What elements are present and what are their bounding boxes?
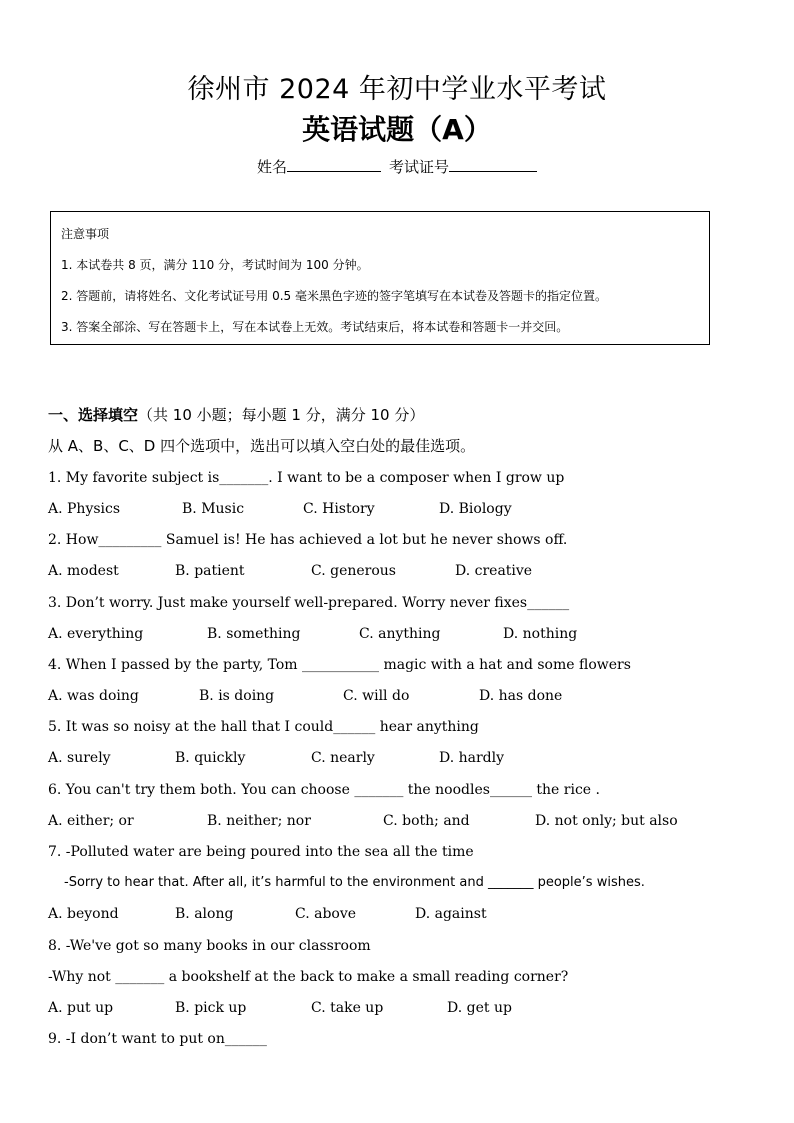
question-7-stem: 7. -Polluted water are being poured into the sea all the time (48, 844, 474, 860)
notice-item-2: 2. 答题前，请将姓名、文化考试证号用 0.5 毫米黑色字迹的签字笔填写在本试卷及答题卡的指定位置。 (61, 289, 607, 303)
question-5-stem: 5. It was so noisy at the hall that I could______ hear anything (48, 719, 479, 735)
section-title: 一、选择填空 (48, 406, 139, 424)
section-note: （共 10 小题；每小题 1 分，满分 10 分） (138, 406, 425, 424)
option-b: B. something (207, 626, 301, 642)
option-d: D. Biology (439, 501, 512, 517)
option-b: B. neither; nor (207, 813, 311, 829)
exam-title: 徐州市 2024 年初中学业水平考试 (187, 74, 607, 105)
name-blank (287, 157, 381, 172)
exam-number-blank (449, 157, 537, 172)
option-a: A. put up (48, 1000, 114, 1016)
option-a: A. either; or (48, 813, 134, 829)
option-d: D. get up (447, 1000, 512, 1016)
option-b: B. Music (182, 501, 245, 517)
option-b: B. pick up (175, 1000, 247, 1016)
section-heading (48, 405, 424, 425)
question-2-stem: 2. How_________ Samuel is! He has achieved a lot but he never shows off. (48, 532, 568, 548)
notice-item-1: 1. 本试卷共 8 页，满分 110 分，考试时间为 100 分钟。 (61, 258, 369, 272)
question-1-stem: 1. My favorite subject is_______. I want to be a composer when I grow up (48, 470, 565, 486)
option-d: D. against (415, 906, 487, 922)
option-d: D. hardly (439, 750, 505, 766)
option-d: D. not only; but also (535, 813, 678, 829)
exam-subtitle: 英语试题（A） (302, 113, 492, 146)
option-b: B. quickly (175, 750, 246, 766)
option-c: C. History (303, 501, 375, 517)
notice-box (50, 211, 710, 345)
section-instruction: 从 A、B、C、D 四个选项中，选出可以填入空白处的最佳选项。 (48, 437, 476, 455)
option-c: C. take up (311, 1000, 384, 1016)
question-6-stem: 6. You can't try them both. You can choose _______ the noodles______ the rice . (48, 782, 600, 798)
question-4-stem: 4. When I passed by the party, Tom ___________ magic with a hat and some flowers (48, 657, 631, 673)
option-b: B. is doing (199, 688, 275, 704)
option-a: A. beyond (48, 906, 119, 922)
option-d: D. has done (479, 688, 563, 704)
option-d: D. nothing (503, 626, 578, 642)
option-b: B. patient (175, 563, 245, 579)
question-8-reply: -Why not _______ a bookshelf at the back to make a small reading corner? (48, 969, 569, 985)
option-c: C. both; and (383, 813, 470, 829)
question-8-stem: 8. -We've got so many books in our classroom (48, 938, 371, 954)
option-c: C. anything (359, 626, 441, 642)
option-a: A. surely (48, 750, 111, 766)
exam-number-label: 考试证号 (389, 158, 450, 176)
option-c: C. generous (311, 563, 396, 579)
question-9-stem: 9. -I don’t want to put on______ (48, 1031, 267, 1047)
notice-title: 注意事项 (61, 227, 110, 241)
option-b: B. along (175, 906, 234, 922)
notice-item-3: 3. 答案全部涂、写在答题卡上，写在本试卷上无效。考试结束后，将本试卷和答题卡一并交回。 (61, 320, 569, 334)
name-row (0, 156, 794, 178)
option-a: A. was doing (48, 688, 139, 704)
option-d: D. creative (455, 563, 533, 579)
question-3-stem: 3. Don’t worry. Just make yourself well-prepared. Worry never fixes______ (48, 595, 570, 611)
option-a: A. modest (48, 563, 119, 579)
name-label: 姓名 (256, 158, 287, 176)
option-c: C. will do (343, 688, 410, 704)
option-a: A. everything (48, 626, 144, 642)
option-a: A. Physics (48, 501, 121, 517)
option-c: C. nearly (311, 750, 375, 766)
option-c: C. above (295, 906, 357, 922)
question-7-reply: -Sorry to hear that. After all, it’s harmful to the environment and _______ people’s wishes. (64, 875, 645, 890)
